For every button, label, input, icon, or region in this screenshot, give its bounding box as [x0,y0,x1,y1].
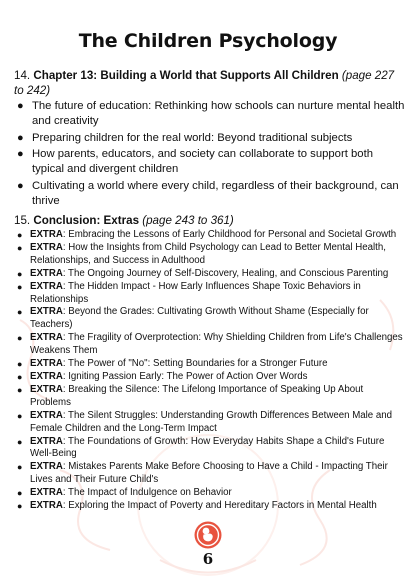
list-item-text: : Breaking the Silence: The Lifelong Importance of Speaking Up About Problems [30,383,364,408]
page-number: 6 [202,550,214,568]
list-item [14,410,406,436]
list-item [14,461,406,487]
bullet: ● [17,436,23,447]
list-item-text: : The Fragility of Overprotection: Why Shielding Children from Life's Challenges Weakens Them [30,332,403,357]
bullet: ● [17,462,23,473]
chapter-14-topics [14,99,406,210]
extra-tag: EXTRA [30,409,63,421]
bullet: ● [17,371,23,382]
page-title: The Children Psychology [78,30,338,52]
list-item-text: : Mistakes Parents Make Before Choosing to Have a Child - Impacting Their Lives and Their Future Child's [30,461,388,486]
list-item-text: : Exploring the Impact of Poverty and Hereditary Factors in Mental Health [62,500,377,512]
list-item [14,242,406,268]
chapter-page-range: (page 243 to 361) [142,214,234,227]
chapter-heading-14 [14,68,406,98]
bullet: ● [17,230,23,240]
extra-tag: EXTRA [30,487,63,499]
bullet: ● [17,148,24,160]
extra-tag: EXTRA [30,306,63,318]
list-item-text: : Beyond the Grades: Cultivating Growth Without Shame (Especially for Teachers) [30,306,369,331]
list-item [14,281,406,307]
list-item [14,384,406,410]
bullet: ● [17,242,23,253]
extra-tag: EXTRA [30,370,63,382]
list-item-text: : The Power of "No": Setting Boundaries for a Stronger Future [62,358,328,370]
list-item [14,371,406,384]
bullet: ● [17,410,23,421]
bullet: ● [17,359,23,370]
list-item-text: : How the Insights from Child Psychology can Lead to Better Mental Health, Relationships, and Success in Adulthood [30,241,386,266]
bullet: ● [17,100,24,112]
list-item-text: : The Impact of Indulgence on Behavior [62,487,232,499]
extra-tag: EXTRA [30,241,63,253]
list-item [14,332,406,358]
extra-tag: EXTRA [30,267,63,279]
extra-tag: EXTRA [30,383,63,395]
list-item-text: : The Silent Struggles: Understanding Growth Differences Between Male and Female Children and the Long-Term Impact [30,409,393,434]
extra-tag: EXTRA [30,358,63,370]
chapter-page-range: (page 227 to 242) [14,69,395,97]
extra-tag: EXTRA [30,461,63,473]
list-item-text: : The Ongoing Journey of Self-Discovery, Healing, and Conscious Parenting [62,267,389,279]
list-item-text: : Embracing the Lessons of Early Childhood for Personal and Societal Growth [62,229,397,240]
bullet: ● [17,501,23,512]
list-item [14,179,406,209]
chapter-name: Conclusion: Extras [33,214,140,227]
bullet: ● [17,131,24,144]
list-item-text: How parents, educators, and society can collaborate to support both typical and divergent children [32,148,373,175]
list-item [14,229,406,242]
list-item-text: Cultivating a world where every child, regardless of their background, can thrive [32,179,399,207]
bullet: ● [17,307,23,318]
chapter-number: 14. [14,69,31,82]
bullet: ● [17,333,23,344]
extra-tag: EXTRA [30,332,63,344]
bullet: ● [17,281,23,292]
list-item [14,487,406,500]
extra-tag: EXTRA [30,280,63,292]
extra-tag: EXTRA [30,500,63,512]
list-item [14,147,406,177]
list-item [14,99,406,129]
list-item-text: The future of education: Rethinking how schools can nurture mental health and creativity [32,100,405,127]
fetus-icon [194,521,222,549]
list-item [14,268,406,281]
list-item-text: : The Hidden Impact - How Early Influences Shape Toxic Behaviors in Relationships [30,280,361,305]
list-item-text: Preparing children for the real world: Beyond traditional subjects [32,131,353,144]
extra-tag: EXTRA [30,435,63,447]
list-item-text: : Igniting Passion Early: The Power of Action Over Words [62,370,308,382]
list-item [14,500,406,513]
bullet: ● [17,179,24,192]
chapter-15-extras [14,229,406,513]
extra-tag: EXTRA [30,229,63,240]
list-item [14,306,406,332]
chapter-name: Chapter 13: Building a World that Supports All Children [33,69,339,82]
chapter-number: 15. [14,214,31,227]
list-item [14,358,406,371]
list-item-text: : The Foundations of Growth: How Everyday Habits Shape a Child's Future Well-Being [30,435,385,460]
list-item [14,436,406,462]
bullet: ● [17,268,23,279]
chapter-heading-15 [14,213,406,228]
bullet: ● [17,488,23,499]
list-item [14,131,406,146]
bullet: ● [17,384,23,395]
